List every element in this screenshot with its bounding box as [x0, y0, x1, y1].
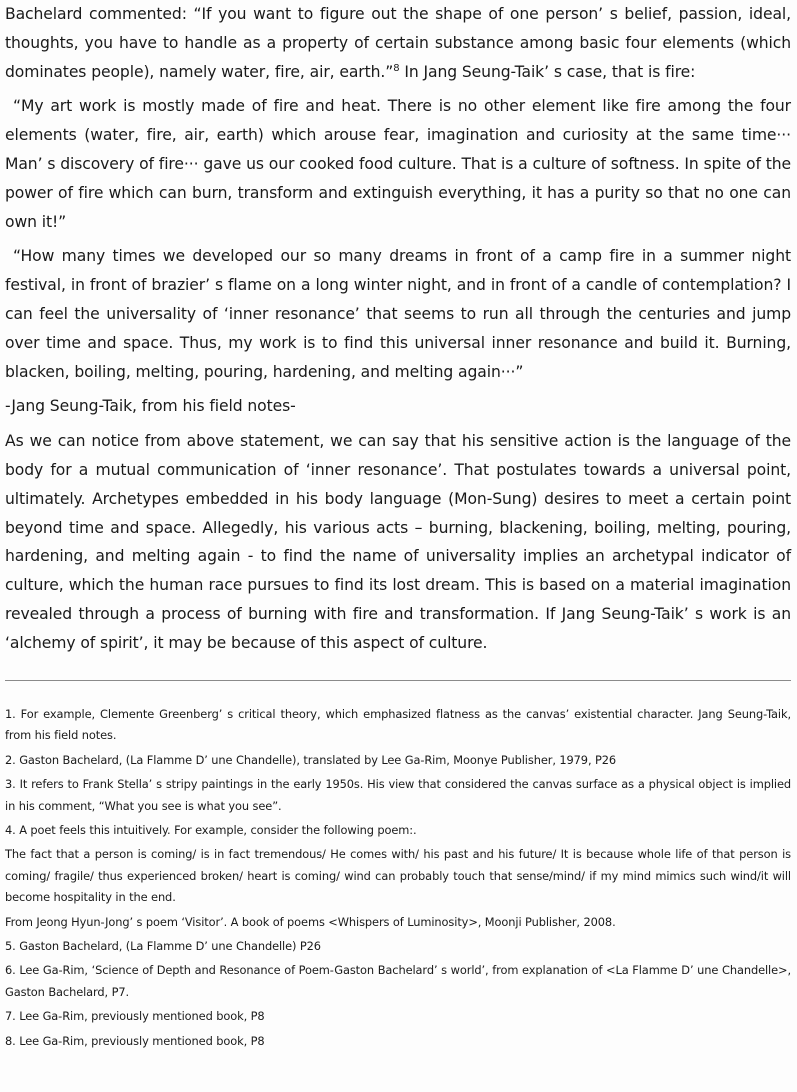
quote-paragraph-1: “My art work is mostly made of fire and heat. There is no other element like fire among the four elements (water, fire, air, earth) which arouse fear, imagination and curiosity at the same time··· Man’ s discovery of fire··· gave us our cooked food culture. That is a culture of softness. In spite of the power of fire which can burn, transform and extinguish everything, it has a purity so that no one can own it!” — [5, 97, 791, 231]
intro-tail-text: In Jang Seung-Taik’ s case, that is fire: — [399, 62, 696, 81]
quote-attribution: -Jang Seung-Taik, from his field notes- — [5, 397, 296, 416]
footnote-1: 1. For example, Clemente Greenberg’ s critical theory, which emphasized flatness as the canvas’ existential character. Jang Seung-Taik, from his field notes. — [5, 707, 791, 743]
footnote-2: 2. Gaston Bachelard, (La Flamme D’ une Chandelle), translated by Lee Ga-Rim, Moonye Publisher, 1979, P26 — [5, 752, 617, 767]
footnote-4-source: From Jeong Hyun-Jong’ s poem ‘Visitor’. A book of poems <Whispers of Luminosity>, Moonji Publisher, 2008. — [5, 914, 616, 929]
footnote-8: 8. Lee Ga-Rim, previously mentioned book, P8 — [5, 1033, 265, 1048]
footnote-5: 5. Gaston Bachelard, (La Flamme D’ une Chandelle) P26 — [5, 939, 321, 954]
body-paragraph: As we can notice from above statement, we can say that his sensitive action is the language of the body for a mutual communication of ‘inner resonance’. That postulates towards a universal point, ultimately. Archetypes embedded in his body language (Mon-Sung) desires to meet a certain point beyond time and space. Allegedly, his various acts – burning, blackening, boiling, melting, pouring, hardening, and melting again - to find the name of universality implies an archetypal indicator of culture, which the human race pursues to find its lost dream. This is based on a material imagination revealed through a process of burning with fire and transformation. If Jang Seung-Taik’ s work is an ‘alchemy of spirit’, it may be because of this aspect of culture. — [5, 432, 791, 652]
footnote-4: 4. A poet feels this intuitively. For example, consider the following poem:. — [5, 823, 417, 838]
footnote-3: 3. It refers to Frank Stella’ s stripy paintings in the early 1950s. His view that considered the canvas surface as a physical object is implied in his comment, “What you see is what you see”. — [5, 777, 791, 813]
footnote-4-poem: The fact that a person is coming/ is in fact tremendous/ He comes with/ his past and his future/ It is because whole life of that person is coming/ fragile/ thus experienced broken/ heart is coming/ wind can probably touch that sense/mind/ if my mind mimics such wind/it will become hospitality in the end. — [5, 847, 791, 905]
quote-paragraph-2: “How many times we developed our so many dreams in front of a camp fire in a summer night festival, in front of brazier’ s flame on a long winter night, and in front of a candle of contemplation? I can feel the universality of ‘inner resonance’ that seems to run all through the centuries and jump over time and space. Thus, my work is to find this universal inner resonance and build it. Burning, blacken, boiling, melting, pouring, hardening, and melting again···” — [5, 247, 791, 381]
intro-paragraph — [5, 0, 791, 86]
footnote-ref-8: 8 — [393, 62, 400, 74]
footnotes — [5, 704, 791, 1055]
intro-text: Bachelard commented: “If you want to figure out the shape of one person’ s belief, passion, ideal, thoughts, you have to handle as a property of certain substance among basic four elements (which dominates people), namely water, fire, air, earth.” — [5, 5, 791, 81]
main-text — [5, 0, 791, 658]
footnote-7: 7. Lee Ga-Rim, previously mentioned book, P8 — [5, 1009, 265, 1024]
footnote-6: 6. Lee Ga-Rim, ‘Science of Depth and Resonance of Poem-Gaston Bachelard’ s world’, from explanation of <La Flamme D’ une Chandelle>, Gaston Bachelard, P7. — [5, 963, 791, 999]
footnote-divider — [5, 680, 791, 681]
